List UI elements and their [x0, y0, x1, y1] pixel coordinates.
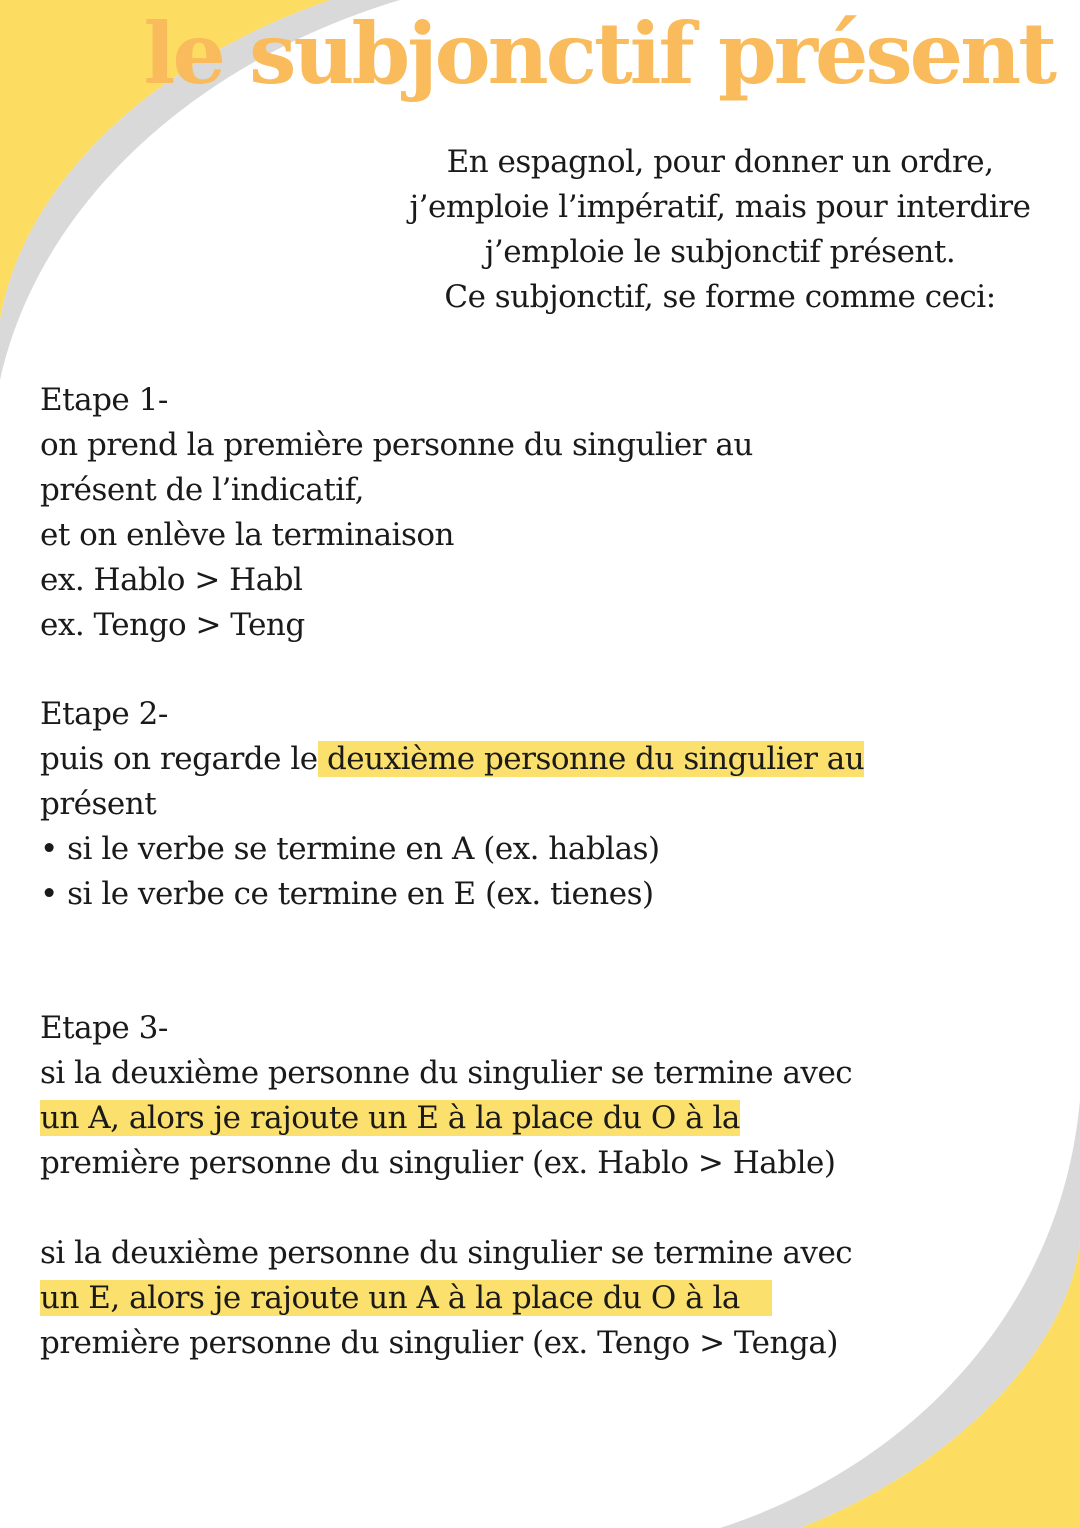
step-2-text: puis on regarde le [40, 741, 318, 777]
step-1-example: ex. Hablo > Habl [40, 562, 303, 598]
step-3-section [40, 1006, 852, 1366]
step-1-section [40, 378, 753, 648]
step-2-bullet: • si le verbe ce termine en E (ex. tienes) [40, 876, 654, 912]
intro-line: En espagnol, pour donner un ordre, [446, 144, 994, 180]
step-1-line: et on enlève la terminaison [40, 517, 455, 553]
step-3-highlighted-text: un A, alors je rajoute un E à la place du O à la [40, 1100, 740, 1136]
step-2-highlighted-text: deuxième personne du singulier au [317, 741, 865, 777]
step-2-heading: Etape 2- [40, 696, 168, 732]
step-3-highlighted-text: un E, alors je rajoute un A à la place du O à la [40, 1280, 772, 1316]
step-1-example: ex. Tengo > Teng [40, 607, 305, 643]
step-3-heading: Etape 3- [40, 1010, 168, 1046]
intro-paragraph [380, 140, 1060, 320]
step-3-line: si la deuxième personne du singulier se termine avec [40, 1235, 853, 1271]
step-1-heading: Etape 1- [40, 382, 168, 418]
intro-line: Ce subjonctif, se forme comme ceci: [444, 279, 996, 315]
step-2-section [40, 692, 864, 917]
paragraph-spacer [40, 1186, 852, 1231]
step-3-line: première personne du singulier (ex. Tengo > Tenga) [40, 1325, 838, 1361]
intro-line: j’emploie l’impératif, mais pour interdire [409, 189, 1031, 225]
step-2-bullet: • si le verbe se termine en A (ex. hablas) [40, 831, 660, 867]
page-title: le subjonctif présent [143, 4, 1054, 103]
step-2-line [40, 737, 864, 782]
step-2-line: présent [40, 786, 157, 822]
step-3-line [40, 1276, 852, 1321]
intro-line: j’emploie le subjonctif présent. [484, 234, 956, 270]
step-1-line: présent de l’indicatif, [40, 472, 364, 508]
step-3-line: si la deuxième personne du singulier se termine avec [40, 1055, 853, 1091]
step-1-line: on prend la première personne du singulier au [40, 427, 753, 463]
step-3-line [40, 1096, 852, 1141]
step-3-line: première personne du singulier (ex. Hablo > Hable) [40, 1145, 836, 1181]
